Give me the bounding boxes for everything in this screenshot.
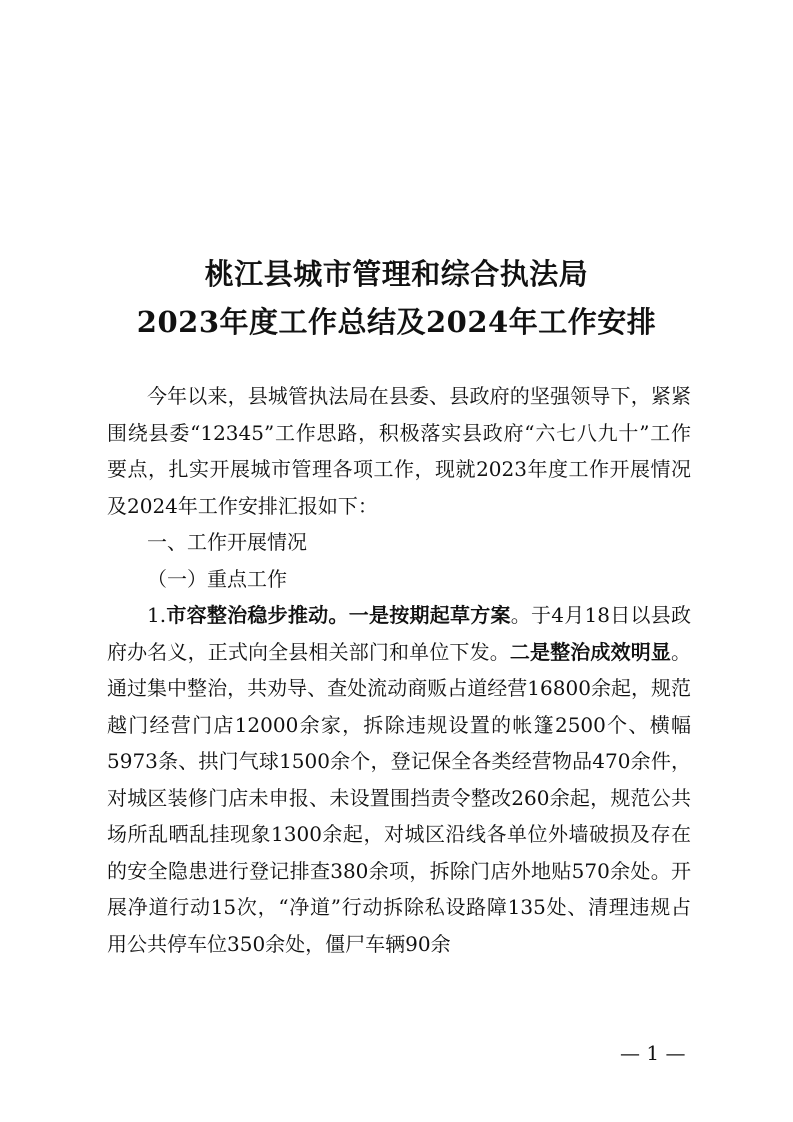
item-number: 1. <box>147 603 167 627</box>
item-text-1: 。于4月18日以县政府办名义，正式向全县相关部门和单位下发。 <box>107 603 692 664</box>
section-heading: 一、工作开展情况 <box>147 530 307 554</box>
document-body <box>107 378 691 962</box>
item-paragraph <box>107 597 691 962</box>
intro-paragraph: 今年以来，县城管执法局在县委、县政府的坚强领导下，紧紧围绕县委“12345”工作思路，积极落实县政府“六七八九十”工作要点，扎实开展城市管理各项工作，现就2023年度工作开展情况及2024年工作安排汇报如下： <box>107 384 691 518</box>
document-title-line-2: 2023年度工作总结及2024年工作安排 <box>136 305 657 339</box>
document-title-line-1: 桃江县城市管理和综合执法局 <box>204 257 589 291</box>
item-bold-point-2: 二是整治成效明显 <box>509 639 672 664</box>
item-bold-point-1: 一是按期起草方案 <box>348 603 511 627</box>
page-number: — 1 — <box>620 1041 686 1065</box>
subsection-heading: （一）重点工作 <box>147 566 287 591</box>
item-text-2: 。通过集中整治，共劝导、查处流动商贩占道经营16800余起，规范越门经营门店12000余家，拆除违规设置的帐篷2500个、横幅5973条、拱门气球1500余个，登记保全各类经营物品470余件，对城区装修门店未申报、未设置围挡责令整改260余起，规范公共场所乱晒乱挂现象1300余起，对城区沿线各单位外墙破损及存在的安全隐患进行登记排查380余项，拆除门店外地贴570余处。开展净道行动15次，“净道”行动拆除私设路障135处、清理违规占用公共停车位350余处，僵尸车辆90余 <box>107 639 692 956</box>
item-bold-title: 市容整治稳步推动。 <box>166 603 349 627</box>
